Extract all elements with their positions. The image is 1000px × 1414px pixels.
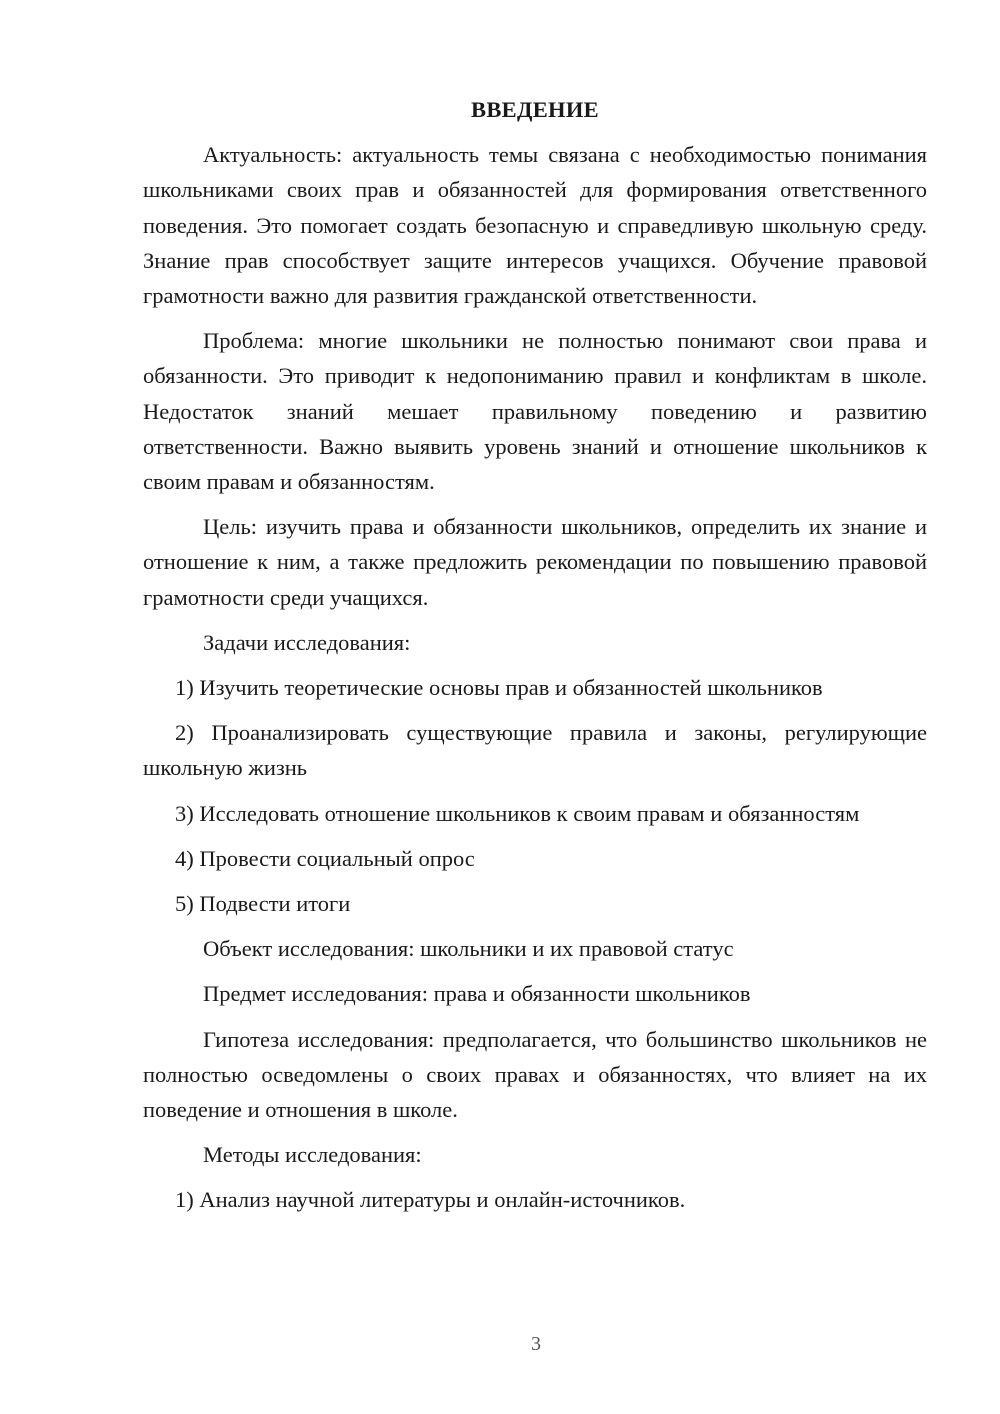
task-item-4: 4) Провести социальный опрос [175,845,475,871]
page-number: 3 [531,1333,541,1355]
page-content [143,92,927,1228]
subject-paragraph: Предмет исследования: права и обязанности школьников [203,981,751,1007]
method-item-1: 1) Анализ научной литературы и онлайн-источников. [175,1187,686,1213]
relevance-paragraph: Актуальность: актуальность темы связана с необходимостью понимания школьниками своих прав и обязанностей для формирования ответственного поведения. Это помогает создать безопасную и справедливую школьную среду. Знание прав способствует защите интересов учащихся. Обучение правовой грамотности важно для развития гражданской ответственности. [143,142,927,309]
task-item-1: 1) Изучить теоретические основы прав и обязанностей школьников [175,675,823,701]
task-item-3: 3) Исследовать отношение школьников к своим правам и обязанностям [175,800,860,826]
hypothesis-paragraph: Гипотеза исследования: предполагается, что большинство школьников не полностью осведомлены о своих правах и обязанностях, что влияет на их поведение и отношения в школе. [143,1026,927,1123]
methods-title: Методы исследования: [203,1142,422,1168]
goal-paragraph: Цель: изучить права и обязанности школьников, определить их знание и отношение к ним, а также предложить рекомендации по повышению правовой грамотности среди учащихся. [143,514,927,610]
section-heading: ВВЕДЕНИЕ [471,97,599,122]
tasks-title: Задачи исследования: [203,629,411,655]
task-item-5: 5) Подвести итоги [175,891,351,917]
problem-paragraph: Проблема: многие школьники не полностью понимают свои права и обязанности. Это приводит к недопониманию правил и конфликтам в школе. Недостаток знаний мешает правильному поведению и развитию ответственности. Важно выявить уровень знаний и отношение школьников к своим правам и обязанностям. [143,328,927,495]
task-item-2: 2) Проанализировать существующие правила и законы, регулирующие школьную жизнь [143,720,927,781]
object-paragraph: Объект исследования: школьники и их правовой статус [203,936,734,962]
